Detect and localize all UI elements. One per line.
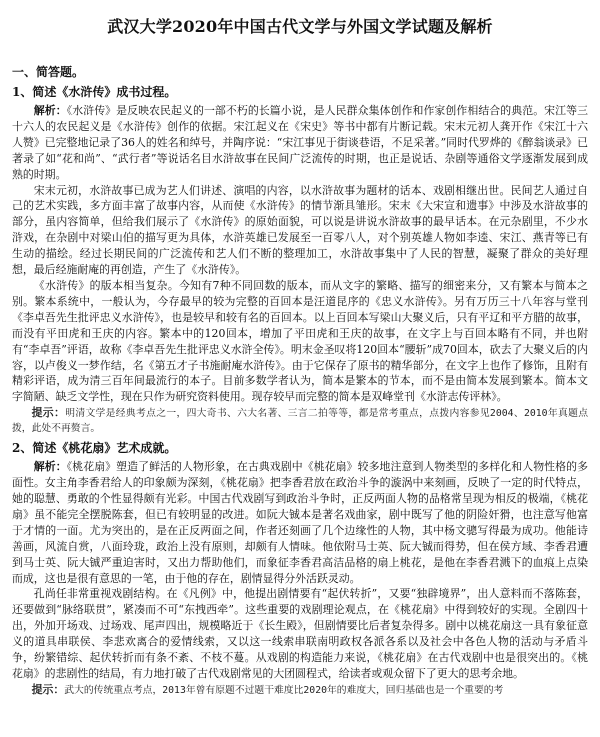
q1-paragraph-1 [12,103,588,183]
question-1-heading: 1、简述《水浒传》成书过程。 [12,85,177,99]
section-heading: 一、简答题。 [12,65,85,79]
q2-paragraph-1-text: 《桃花扇》塑造了鲜活的人物形象，在古典戏剧中《桃花扇》较多地注意到人物类型的多样化和人物性格的多面性。女主角李香君给人的印象颇为深刻，《桃花扇》把李香君放在政治斗争的漩涡中来刻画，反映了一定的时代特点，她的聪慧、勇敢的个性显得颇有光彩。中国古代戏剧写到政治斗争时，正反两面人物的品格常呈现为相反的极端，《桃花扇》虽不能完全摆脱陈套，但已有较明显的改进。如阮大铖本是著名戏曲家，剧中既写了他的阴险奸猾，也注意写他富于才情的一面。尤为突出的，是在正反两面之间，作者还刻画了几个边缘性的人物，其中杨文骢写得最为成功。他能诗善画，风流自赏，八面玲珑，政治上没有原则，却颇有人情味。他依附马士英、阮大铖而得势，但在侯方域、李香君遭到马士英、阮大铖严重迫害时，又出力帮助他们，而象征李香君高洁品格的扇上桃花，是他在李香君溅下的血痕上点染而成，这也是很有意思的一笔，由于他的存在，剧情显得分外活跃灵动。 [12,460,588,585]
q1-tip-text: 明清文学是经典考点之一，四大奇书、六大名著、三言二拍等等，都是常考重点，点拨内容参见2004、2010年真题点拨，此处不再赘言。 [12,408,588,435]
q2-tip-text: 武大的传统重点考点，2013年曾有原题不过题干难度比2020年的难度大，回归基础也是一个重要的考 [64,684,504,696]
tip-label: 提示： [31,406,66,420]
q2-paragraph-2: 孔尚任非常重视戏剧结构。在《凡例》中，他提出剧情要有“起伏转折”，又要“独辟境界”，出人意料而不落陈套，还要做到“脉络联贯”，紧凑而不可“东拽西牵”。这些重要的戏剧理论观点，在《桃花扇》中得到较好的实现。全剧四十出，外加开场戏、过场戏、尾声四出，规模略近于《长生殿》，但剧情要比后者复杂得多。剧中以桃花扇这一具有象征意义的道具串联侯、李悲欢离合的爱情线索，又以这一线索串联南明政权各派各系以及社会中各色人物的活动与矛盾斗争，纷繁错综、起伏转折而有条不紊、不枝不蔓。从戏剧的构造能力来说，《桃花扇》在古代戏剧中也是很突出的。《桃花扇》的悲剧性的结局，有力地打破了古代戏剧常见的大团圆程式，给读者或观众留下了更大的思考余地。 [12,587,588,680]
analysis-label: 解析： [33,104,67,117]
analysis-label: 解析： [33,460,67,474]
q2-paragraph-1 [12,459,588,586]
question-2-heading: 2、简述《桃花扇》艺术成就。 [12,441,177,456]
tip-label: 提示： [31,682,65,696]
q1-tip [12,405,588,436]
q2-tip [12,682,588,698]
q1-paragraph-3: 《水浒传》的版本相当复杂。今知有7种不同回数的版本，而从文字的繁略、描写的细密来分，又有繁本与简本之别。繁本系统中，一般认为，今存最早的较为完整的百回本是汪道昆序的《忠义水浒传》。另有万历三十八年容与堂刊《李卓吾先生批评忠义水浒传》，也是较早和较有名的百回本。以上百回本写梁山大聚义后，只有平辽和平方腊的故事，而没有平田虎和王庆的内容。繁本中的120回本，增加了平田虎和王庆的故事，在文字上与百回本略有不同，并也附有“李卓吾”评语，故称《李卓吾先生批评忠义水浒全传》。明末金圣叹将120回本“腰斩”成70回本，砍去了大聚义后的内容，以卢俊义一梦作结，名《第五才子书施耐庵水浒传》。由于它保存了原书的精华部分，在文字上也作了修饰，且附有精彩评语，成为清三百年间最流行的本子。目前多数学者认为，简本是繁本的节本，而不是由简本发展到繁本。简本文字简陋、缺乏文学性，现在只作为研究资料使用。现存较早而完整的简本是双峰堂刊《水浒志传评林》。 [12,278,588,404]
document-title: 武汉大学2020年中国古代文学与外国文学试题及解析 [107,17,493,36]
q1-paragraph-1-text: 《水浒传》是反映农民起义的一部不朽的长篇小说，是人民群众集体创作和作家创作相结合的典范。宋江等三十六人的农民起义是《水浒传》创作的依据。宋江起义在《宋史》等书中都有片断记载。宋末元初人龚开作《宋江十六人赞》已完整地记录了36人的姓名和绰号，并陶序说：“宋江事见于街谈巷语，不足采著。”同时代罗烨的《醉翁谈录》已著录了如“花和尚”、“武行者”等说话名目水浒故事在民间广泛流传的时期，也正是说话、杂剧等通俗文学逐渐发展到成熟的时期。 [12,104,588,181]
q1-paragraph-2: 宋末元初，水浒故事已成为艺人们讲述、演唱的内容，以水浒故事为题材的话本、戏剧相继出世。民间艺人通过自己的艺术实践，多方面丰富了故事内容，从而使《水浒传》的情节渐具雏形。宋末《大宋宣和遗事》中涉及水浒故事的部分，虽内容简单，但给我们展示了《水浒传》的原始面貌，可以说是讲说水浒故事的最早话本。在元杂剧里，不少水浒戏，在杂剧中对梁山伯的描写更为具体，水浒英雄已发展至一百零八人，对个别英雄人物如李逵、宋江、燕青等已有生动的描绘。经过长期民间的广泛流传和艺人们不断的整理加工，水浒故事集中了人民的智慧，凝聚了群众的美好理想，最后经施耐庵的再创造，产生了《水浒传》。 [12,183,588,277]
